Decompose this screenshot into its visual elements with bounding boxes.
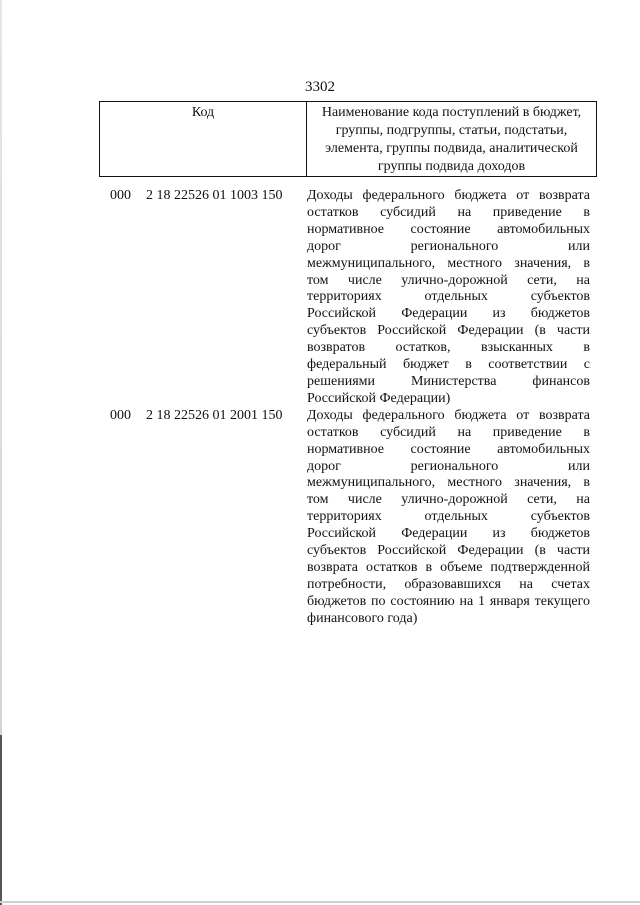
description-line: возврата остатков в объеме подтвержденной [307, 559, 590, 575]
description-line: территориях отдельных субъектов [307, 509, 590, 525]
description-line: нормативное состояние автомобильных [307, 221, 590, 237]
description-line: Доходы федерального бюджета от возврата [307, 188, 590, 203]
description-line: потребности, образовавшихся на счетах [307, 576, 590, 592]
revenue-code-row [0, 188, 640, 408]
description-line: остатков субсидий на приведение в [307, 424, 590, 440]
description-line: территориях отдельных субъектов [307, 289, 590, 305]
description-line: Российской Федерации из бюджетов [307, 306, 590, 322]
description-line: решениями Министерства финансов [307, 373, 590, 389]
description-line: остатков субсидий на приведение в [307, 204, 590, 220]
description-line: Российской Федерации из бюджетов [307, 526, 590, 542]
revenue-code-description [307, 408, 590, 628]
header-row [100, 102, 597, 177]
revenue-code-row [0, 408, 640, 628]
description-line: Доходы федерального бюджета от возврата [307, 407, 590, 423]
description-line: возвратов остатков, взысканных в [307, 340, 590, 356]
description-line: дорог регионального или [307, 458, 590, 474]
description-line: дорог регионального или [307, 238, 590, 254]
revenue-code: 2 18 22526 01 2001 150 [146, 407, 283, 423]
description-line: федеральный бюджет в соответствии с [307, 357, 590, 373]
admin-code: 000 [110, 407, 131, 423]
description-line: финансового года) [307, 610, 418, 626]
revenue-code-description [307, 188, 590, 408]
description-line: субъектов Российской Федерации (в части [307, 543, 590, 559]
description-line: нормативное состояние автомобильных [307, 441, 590, 457]
description-line: Российской Федерации) [307, 390, 451, 406]
page-number: 3302 [305, 79, 335, 95]
header-code-cell: Код [100, 102, 307, 177]
header-table [99, 101, 597, 177]
description-line: том числе улично-дорожной сети, на [307, 492, 590, 508]
description-line: том числе улично-дорожной сети, на [307, 272, 590, 288]
description-line: субъектов Российской Федерации (в части [307, 323, 590, 339]
admin-code: 000 [110, 188, 131, 203]
scan-left-edge-shadow [0, 735, 2, 905]
description-line: межмуниципального, местного значения, в [307, 255, 590, 271]
description-line: межмуниципального, местного значения, в [307, 475, 590, 491]
scan-bottom-edge [0, 901, 640, 903]
header-name-cell: Наименование кода поступлений в бюджет, группы, подгруппы, статьи, подстатьи, элемента, группы подвида, аналитической группы подвида доходов [307, 102, 597, 177]
revenue-code: 2 18 22526 01 1003 150 [146, 188, 283, 203]
revenue-code-list [0, 188, 640, 628]
description-line: бюджетов по состоянию на 1 января текущего [307, 593, 590, 609]
